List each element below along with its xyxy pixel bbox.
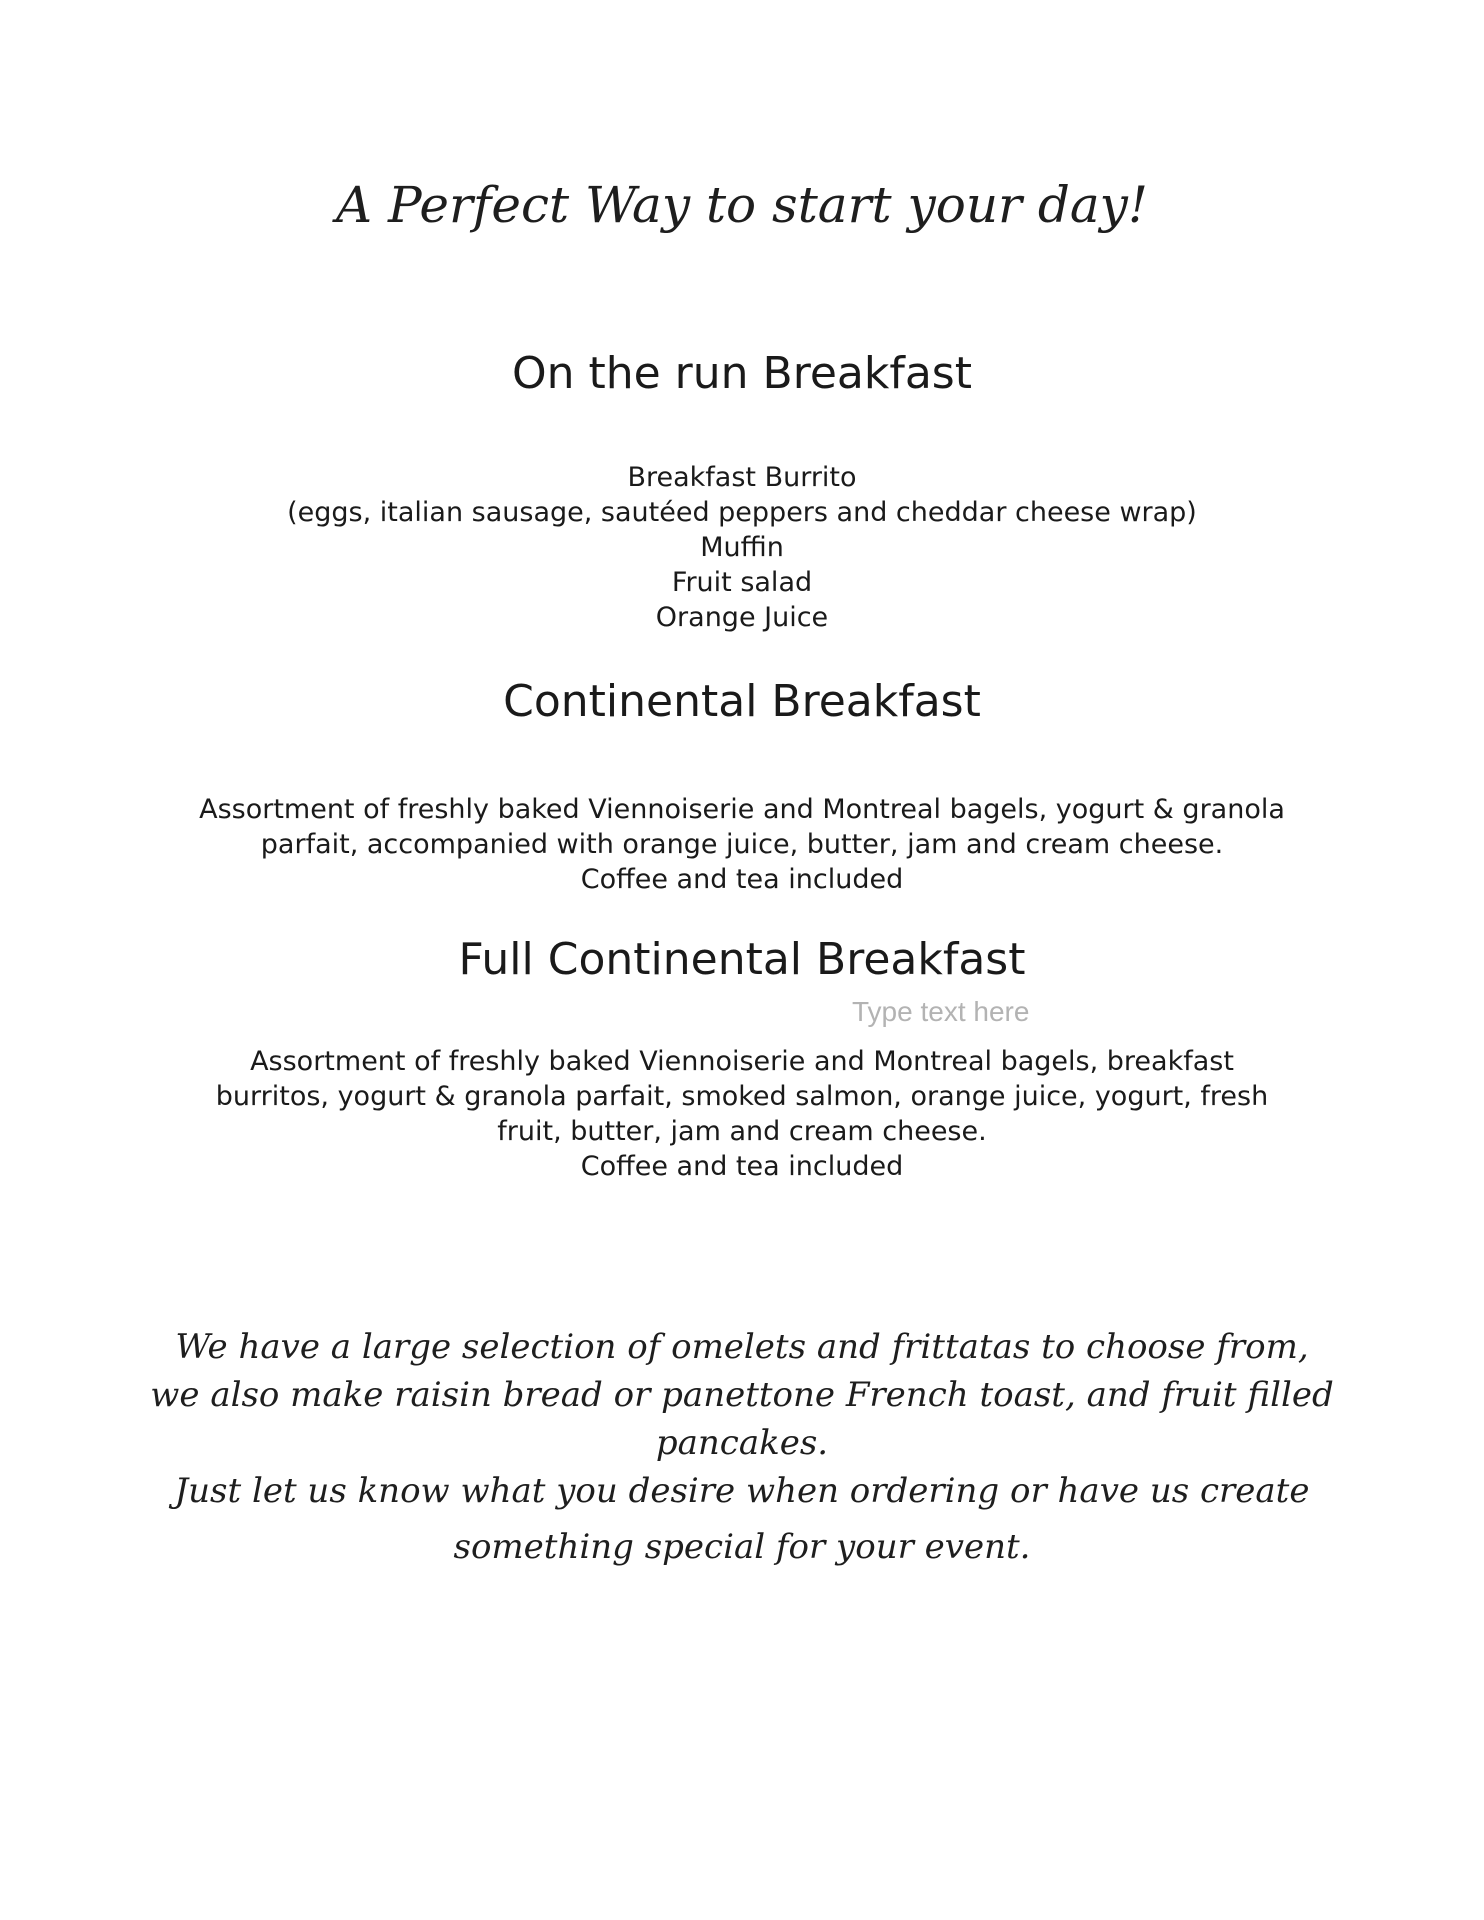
menu-item-line: Fruit salad [671, 567, 813, 598]
section-heading-continental: Continental Breakfast [503, 676, 981, 727]
menu-description-line: Assortment of freshly baked Viennoiserie and Montreal bagels, breakfast [250, 1046, 1234, 1077]
menu-description-line: fruit, butter, jam and cream cheese. [497, 1116, 987, 1147]
menu-item-line: Muffin [700, 532, 784, 563]
menu-item-line: (eggs, italian sausage, sautéed peppers and cheddar cheese wrap) [287, 497, 1197, 528]
menu-description-line: parfait, accompanied with orange juice, butter, jam and cream cheese. [260, 829, 1224, 860]
text-placeholder[interactable]: Type text here [852, 996, 1030, 1027]
menu-description-line: Coffee and tea included [580, 864, 904, 895]
closing-line: pancakes. [655, 1423, 829, 1463]
menu-description-line: burritos, yogurt & granola parfait, smoked salmon, orange juice, yogurt, fresh [215, 1081, 1269, 1112]
closing-line: Just let us know what you desire when ordering or have us create [174, 1471, 1310, 1511]
menu-item-line: Orange Juice [655, 602, 829, 633]
closing-line: something special for your event. [453, 1527, 1031, 1567]
section-heading-full-continental: Full Continental Breakfast [458, 934, 1026, 985]
closing-line: We have a large selection of omelets and frittatas to choose from, [175, 1327, 1309, 1367]
page-title: A Perfect Way to start your day! [335, 176, 1148, 234]
section-heading-on-the-run: On the run Breakfast [511, 348, 972, 399]
closing-line: we also make raisin bread or panettone French toast, and fruit filled [150, 1375, 1334, 1415]
menu-item-line: Breakfast Burrito [627, 462, 857, 493]
menu-description-line: Coffee and tea included [580, 1151, 904, 1182]
menu-description-line: Assortment of freshly baked Viennoiserie and Montreal bagels, yogurt & granola [199, 794, 1285, 825]
